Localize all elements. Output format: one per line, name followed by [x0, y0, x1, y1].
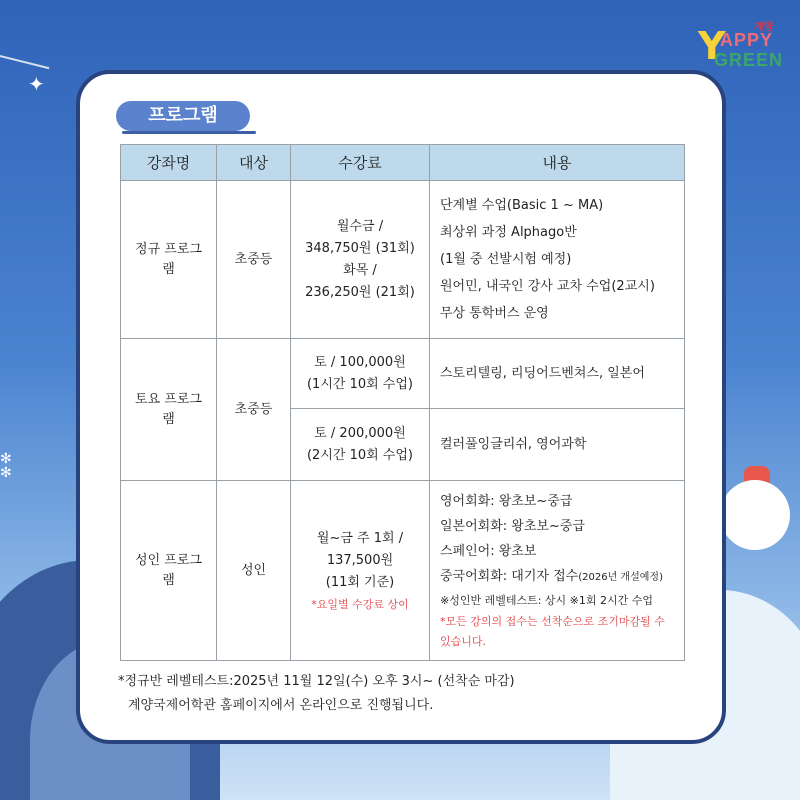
header-course-name: 강좌명: [121, 145, 217, 181]
snowman-decoration: [720, 480, 790, 550]
star-icon: ✦: [28, 72, 45, 96]
content-line: 단계별 수업(Basic 1 ~ MA): [440, 198, 604, 213]
adult-fee: [291, 481, 430, 661]
logo-line2: GREEN: [714, 50, 784, 70]
logo-letter: Y: [698, 24, 726, 68]
header-target: 대상: [217, 145, 291, 181]
fee-line: 348,750원 (31회): [305, 240, 415, 256]
content-line: 최상위 과정 Alphago반: [440, 225, 577, 240]
snowflake-icon: ✻ ✻: [0, 451, 12, 481]
notice-text: *모든 강의의 접수는 선착순으로 조기마감될 수 있습니다.: [440, 615, 665, 648]
shooting-star-decoration: [0, 53, 49, 69]
table-row-regular: [121, 181, 685, 339]
logo-korean-text: 계양: [754, 22, 774, 33]
fee-line: 137,500원: [326, 552, 394, 568]
fee-line: (2시간 10회 수업): [306, 447, 413, 463]
section-title: 프로그램: [116, 101, 250, 131]
content-line: 스토리텔링, 리딩어드벤쳐스, 일본어: [440, 366, 645, 381]
content-line: 컬러풀잉글리쉬, 영어과학: [440, 437, 587, 452]
saturday-content-1: [430, 339, 685, 409]
program-card: [76, 70, 726, 744]
content-line-chinese: [440, 564, 674, 590]
saturday-fee-2: [291, 409, 430, 481]
saturday-content-2: [430, 409, 685, 481]
table-header-row: [121, 145, 685, 181]
fee-line: (11회 기준): [325, 574, 395, 590]
saturday-target: 초중등: [217, 339, 291, 481]
fee-line: 토 / 100,000원: [314, 354, 406, 370]
footer-line-1: *정규반 레벨테스트:2025년 11월 12일(수) 오후 3시~ (선착순 마감): [118, 674, 515, 689]
content-line: (1월 중 선발시험 예정): [440, 252, 572, 267]
regular-fee: [291, 181, 430, 339]
saturday-program-name: [121, 339, 217, 481]
saturday-fee-1: [291, 339, 430, 409]
regular-program-name: [121, 181, 217, 339]
fee-line: 월~금 주 1회 /: [316, 530, 404, 546]
adult-name-text: 성인 프로그램: [135, 552, 202, 588]
table-row-saturday-1: [121, 339, 685, 409]
logo-line1: APPY: [720, 30, 774, 50]
fee-line: (1시간 10회 수업): [306, 376, 413, 392]
fee-line: 월수금 /: [336, 218, 384, 234]
header-fee: 수강료: [291, 145, 430, 181]
program-table: [120, 144, 685, 661]
header-content: 내용: [430, 145, 685, 181]
content-line: 영어회화: 왕초보~중급: [440, 494, 573, 509]
content-line: 무상 통학버스 운영: [440, 306, 549, 321]
chinese-course-note: (2026년 개설예정): [578, 572, 663, 583]
level-test-note: ※성인반 레벨테스트: 상시 ※1회 2시간 수업: [440, 594, 654, 607]
saturday-name-text: 토요 프로그램: [135, 391, 202, 427]
footer-notes: [118, 670, 698, 718]
fee-line: 토 / 200,000원: [314, 425, 406, 441]
regular-content: [430, 181, 685, 339]
adult-program-name: [121, 481, 217, 661]
regular-name-text: 정규 프로그램: [135, 241, 202, 277]
content-line: 스페인어: 왕초보: [440, 544, 537, 559]
regular-target: 초중등: [217, 181, 291, 339]
chinese-course-text: 중국어회화: 대기자 접수: [440, 569, 579, 584]
fee-line: 화목 /: [343, 262, 377, 278]
happy-green-logo: [698, 18, 788, 74]
content-line: 일본어회화: 왕초보~중급: [440, 519, 585, 534]
adult-content: [430, 481, 685, 661]
adult-target: 성인: [217, 481, 291, 661]
content-line: 원어민, 내국인 강사 교차 수업(2교시): [440, 279, 655, 294]
fee-note: *요일별 수강료 상이: [311, 597, 409, 611]
footer-line-2: 계양국제어학관 홈페이지에서 온라인으로 진행됩니다.: [128, 698, 434, 713]
fee-line: 236,250원 (21회): [305, 284, 415, 300]
table-row-adult: [121, 481, 685, 661]
